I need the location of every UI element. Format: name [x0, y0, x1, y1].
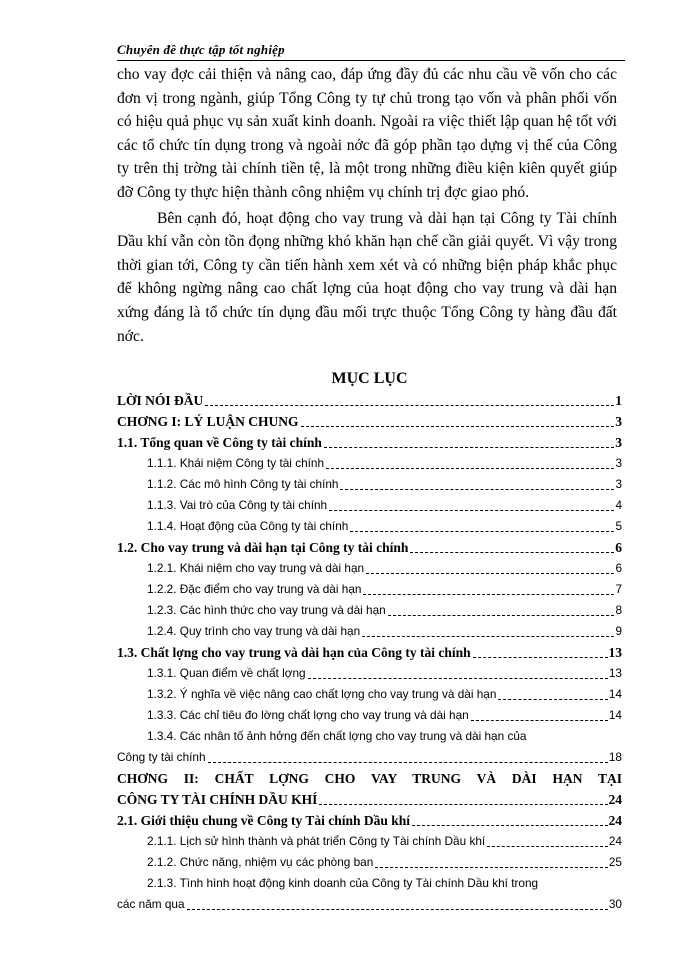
- toc-entry-1-1-4[interactable]: [117, 516, 622, 537]
- toc-entry-page: 3: [615, 435, 622, 450]
- toc-entry-label: 2.1. Giới thiệu chung về Công ty Tài chính Dầu khí: [117, 813, 411, 828]
- dot-leader: [498, 699, 607, 700]
- toc-entry-page: 7: [615, 582, 622, 596]
- toc-entry-1-1-3[interactable]: [117, 495, 622, 516]
- toc-entry-label-line-2: các năm qua: [117, 897, 185, 911]
- toc-entry-1-2[interactable]: [117, 537, 622, 558]
- toc-entry-label: 2.1.1. Lịch sử hình thành và phát triển Công ty Tài chính Dầu khí: [147, 834, 486, 848]
- dot-leader: [412, 825, 607, 826]
- toc-entry-label: 1.1.4. Hoạt động của Công ty tài chính: [147, 519, 349, 533]
- dot-leader: [471, 720, 608, 721]
- toc-entry-label: LỜI NÓI ĐẦU: [117, 393, 204, 408]
- dot-leader: [187, 909, 608, 910]
- toc-entry-label-line-1: 2.1.3. Tình hình hoạt động kinh doanh của Công ty Tài chính Dầu khí trong: [147, 876, 539, 890]
- toc-entry-label: 1.2.2. Đặc điểm cho vay trung và dài hạn: [147, 582, 362, 596]
- toc-entry-label: 1.2. Cho vay trung và dài hạn tại Công ty tài chính: [117, 540, 409, 555]
- toc-entry-page: 9: [615, 624, 622, 638]
- dot-leader: [326, 468, 614, 469]
- dot-leader: [410, 552, 614, 553]
- dot-leader: [487, 846, 608, 847]
- dot-leader: [375, 867, 608, 868]
- toc-entry-1-1-1[interactable]: [117, 453, 622, 474]
- toc-entry-label: 1.2.3. Các hình thức cho vay trung và dài hạn: [147, 603, 386, 617]
- toc-entry-page: 24: [608, 792, 622, 807]
- dot-leader: [319, 804, 607, 805]
- toc-entry-page: 5: [615, 519, 622, 533]
- toc-entry-page: 14: [608, 708, 622, 722]
- toc-entry-label-line-1: 1.3.4. Các nhân tố ảnh hởng đến chất lợng cho vay trung và dài hạn của: [147, 729, 527, 743]
- toc-entry-label: 1.1.2. Các mô hình Công ty tài chính: [147, 477, 339, 491]
- dot-leader: [301, 426, 615, 427]
- toc-entry-1-3-4-continued[interactable]: [117, 747, 622, 768]
- toc-entry-label: 2.1.2. Chức năng, nhiệm vụ các phòng ban: [147, 855, 374, 869]
- toc-entry-page: 14: [608, 687, 622, 701]
- toc-entry-label: 1.1.3. Vai trò của Công ty tài chính: [147, 498, 328, 512]
- dot-leader: [329, 510, 614, 511]
- toc-entry-1-3-4[interactable]: [117, 726, 622, 747]
- toc-entry-page: 3: [615, 414, 622, 429]
- toc-entry-label-line-2: Công ty tài chính: [117, 750, 206, 764]
- toc-entry-1-2-3[interactable]: [117, 600, 622, 621]
- toc-entry-1-3-1[interactable]: [117, 663, 622, 684]
- toc-entry-label: 1.3.1. Quan điểm về chất lợng: [147, 666, 306, 680]
- toc-entry-page: 13: [608, 645, 622, 660]
- toc-entry-label: 1.1.1. Khái niệm Công ty tài chính: [147, 456, 325, 470]
- toc-entry-label: CHƠNG I: LÝ LUẬN CHUNG: [117, 414, 299, 429]
- toc-entry-page: 13: [608, 666, 622, 680]
- paragraph-2: Bên cạnh đó, hoạt động cho vay trung và dài hạn tại Công ty Tài chính Dầu khí vẫn còn tồn đọng những khó khăn hạn chế cần giải quyết. Vì vậy trong thời gian tới, Công ty cần tiến hành xem xét và có những biện pháp khắc phục để không ngừng nâng cao chất lợng của hoạt động cho vay trung và dài hạn xứng đáng là tổ chức tín dụng đầu mối trực thuộc Tổng Công ty hàng đầu đất nớc.: [117, 209, 617, 345]
- toc-entry-page: 6: [615, 540, 622, 555]
- toc-entry-chapter-1[interactable]: [117, 411, 622, 432]
- toc-entry-1-3-3[interactable]: [117, 705, 622, 726]
- body-text: [117, 63, 617, 350]
- toc-entry-page: 6: [615, 561, 622, 575]
- table-of-contents: [117, 368, 622, 915]
- toc-entry-chapter-2-continued[interactable]: [117, 789, 622, 810]
- toc-entry-page: 30: [608, 897, 622, 911]
- toc-entry-2-1-2[interactable]: [117, 852, 622, 873]
- toc-entry-intro[interactable]: [117, 390, 622, 411]
- toc-entry-1-1-2[interactable]: [117, 474, 622, 495]
- toc-entry-chapter-2[interactable]: [117, 768, 622, 789]
- toc-entry-page: 3: [615, 477, 622, 491]
- toc-entry-page: 18: [608, 750, 622, 764]
- dot-leader: [208, 762, 608, 763]
- toc-entry-1-3-2[interactable]: [117, 684, 622, 705]
- toc-entry-1-2-4[interactable]: [117, 621, 622, 642]
- toc-entry-page: 24: [608, 813, 622, 828]
- dot-leader: [308, 678, 608, 679]
- toc-entry-label: 1.1. Tổng quan về Công ty tài chính: [117, 435, 322, 450]
- dot-leader: [350, 531, 614, 532]
- toc-entry-2-1-1[interactable]: [117, 831, 622, 852]
- dot-leader: [362, 636, 614, 637]
- dot-leader: [363, 594, 614, 595]
- toc-entry-page: 8: [615, 603, 622, 617]
- dot-leader: [366, 573, 614, 574]
- page-header: [117, 38, 625, 61]
- toc-entry-label-line-1: CHƠNG II: CHẤT LỢNG CHO VAY TRUNG VÀ DÀI HẠN TẠI: [117, 771, 622, 786]
- dot-leader: [324, 447, 614, 448]
- dot-leader: [473, 657, 608, 658]
- toc-entry-label: 1.3.2. Ý nghĩa về việc nâng cao chất lợng cho vay trung và dài hạn: [147, 687, 497, 701]
- dot-leader: [340, 489, 614, 490]
- toc-entry-2-1[interactable]: [117, 810, 622, 831]
- toc-entry-label-line-2: CÔNG TY TÀI CHÍNH DẦU KHÍ: [117, 792, 318, 807]
- toc-entry-label: 1.3. Chất lợng cho vay trung và dài hạn của Công ty tài chính: [117, 645, 471, 660]
- dot-leader: [205, 405, 614, 406]
- toc-entry-page: 24: [608, 834, 622, 848]
- header-title: Chuyên đề thực tập tốt nghiệp: [117, 42, 285, 57]
- toc-entry-1-3[interactable]: [117, 642, 622, 663]
- paragraph-1: cho vay đợc cải thiện và nâng cao, đáp ứng đầy đủ các nhu cầu về vốn cho các đơn vị trong ngành, giúp Tổng Công ty tự chủ trong tạo vốn và phân phối vốn có hiệu quả phục vụ sản xuất kinh doanh. Ngoài ra việc thiết lập quan hệ tốt với các tổ chức tín dụng trong và ngoài nớc đã góp phần tạo dựng vị thế của Công ty trên thị trờng tài chính tiền tệ, là một trong những điều kiện kiên quyết giúp đỡ Công ty thực hiện thành công nhiệm vụ chính trị đợc giao phó.: [117, 66, 617, 201]
- toc-entry-page: 3: [615, 456, 622, 470]
- toc-entry-1-1[interactable]: [117, 432, 622, 453]
- toc-entry-2-1-3-continued[interactable]: [117, 894, 622, 915]
- toc-entry-label: 1.2.4. Quy trình cho vay trung và dài hạn: [147, 624, 361, 638]
- toc-entry-label: 1.3.3. Các chỉ tiêu đo lờng chất lợng cho vay trung và dài hạn: [147, 708, 469, 722]
- toc-entry-page: 1: [615, 393, 622, 408]
- toc-title: MỤC LỤC: [331, 370, 408, 387]
- toc-entry-label: 1.2.1. Khái niệm cho vay trung và dài hạn: [147, 561, 365, 575]
- toc-entry-page: 4: [615, 498, 622, 512]
- dot-leader: [388, 615, 615, 616]
- toc-entry-1-2-2[interactable]: [117, 579, 622, 600]
- toc-entry-1-2-1[interactable]: [117, 558, 622, 579]
- toc-entry-2-1-3[interactable]: [117, 873, 622, 894]
- toc-entry-page: 25: [608, 855, 622, 869]
